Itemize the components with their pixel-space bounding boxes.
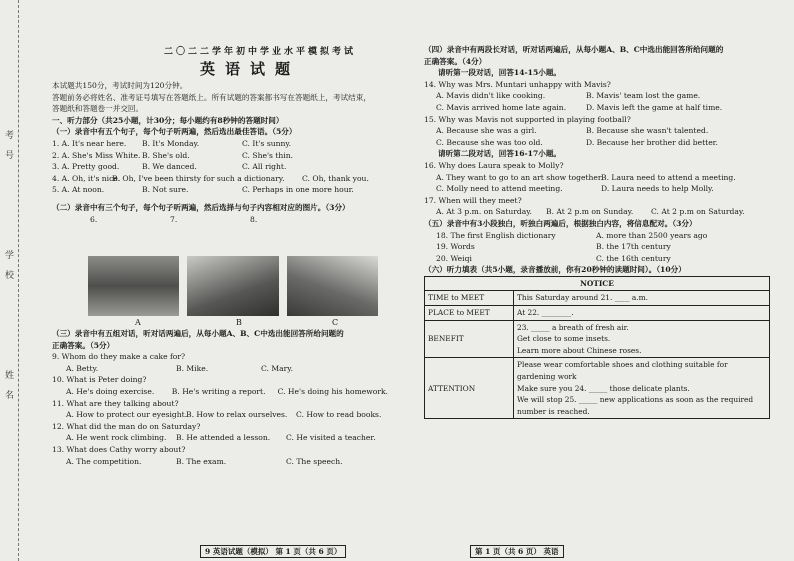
photo-label: B — [236, 318, 242, 327]
option: B. Not sure. — [142, 185, 189, 195]
option-row — [436, 172, 770, 184]
match-option: C. the 16th century — [596, 253, 671, 263]
binding-label: 校 — [3, 270, 13, 279]
option: B. The exam. — [176, 456, 227, 466]
row-content — [514, 306, 770, 321]
section-heading: （六）听力填表（共5小题，录音播放前，你有20秒钟的读题时间）。（10分） — [424, 265, 686, 275]
option-row — [436, 183, 770, 195]
row-text: Get close to some insets. — [517, 334, 611, 344]
question: 15. Why was Mavis not supported in playing football? — [424, 114, 631, 124]
page-footer-left: 9 英语试题（模拟） 第 1 页（共 6 页） — [200, 545, 346, 558]
option: B. Laura need to attend a meeting. — [601, 172, 736, 182]
table-row — [425, 306, 770, 321]
left-column-lower — [52, 328, 388, 467]
option-row — [66, 386, 388, 398]
question-row — [52, 173, 388, 185]
option-row — [436, 125, 770, 137]
question-number: 7. — [170, 214, 178, 224]
listening-hint: 请听第二段对话，回答16-17小题。 — [438, 149, 562, 159]
binding-label: 姓 — [3, 370, 13, 379]
page-footer-right: 第 1 页（共 6 页） 英语 — [470, 545, 564, 558]
match-item: 20. Weiqi — [436, 253, 472, 263]
option: C. Oh, thank you. — [302, 173, 369, 183]
option: C. He visited a teacher. — [286, 433, 376, 443]
option: C. Perhaps in one more hour. — [242, 185, 354, 195]
option: C. Mavis arrived home late again. — [436, 102, 567, 112]
option-row — [436, 137, 770, 149]
option: C. At 2 p.m on Saturday. — [651, 207, 745, 217]
match-item: 18. The first English dictionary — [436, 230, 556, 240]
option: B. He attended a lesson. — [176, 433, 271, 443]
section-heading-tail: 正确答案。（4分） — [424, 56, 487, 66]
option: D. Mavis left the game at half time. — [586, 102, 723, 112]
match-row — [436, 253, 770, 265]
photo-label: A — [135, 318, 141, 327]
option: A. Mavis didn't like cooking. — [436, 91, 546, 101]
option: C. The speech. — [286, 456, 343, 466]
option: B. How to relax ourselves. — [186, 410, 288, 420]
option: A. How to protect our eyesight. — [66, 410, 188, 420]
option: C. Mary. — [261, 363, 293, 373]
option: B. Mike. — [176, 363, 209, 373]
option: C. How to read books. — [296, 410, 382, 420]
row-content — [514, 358, 770, 419]
row-text: Please wear comfortable shoes and clothing suitable for gardening work — [517, 360, 728, 382]
option-row — [66, 432, 388, 444]
table-row — [425, 358, 770, 419]
match-row — [436, 230, 770, 242]
option: A. He went rock climbing. — [66, 433, 167, 443]
photo-a — [88, 256, 179, 316]
notice-table — [424, 276, 770, 420]
option: B. It's Monday. — [142, 138, 200, 148]
option: B. Because she wasn't talented. — [586, 126, 709, 136]
notice-title: NOTICE — [425, 276, 770, 291]
option: A. Because she was a girl. — [436, 126, 537, 136]
option: A. They want to go to an art show together. — [436, 172, 604, 182]
option: 1. A. It's near here. — [52, 138, 127, 148]
option: B. Oh, I've been thirsty for such a dictionary. — [112, 173, 285, 183]
row-content — [514, 320, 770, 358]
section-heading: （二）录音中有三个句子，每个句子听两遍，然后选择与句子内容相对应的图片。（3分） — [52, 202, 350, 212]
listening-hint: 请听第一段对话，回答14-15小题。 — [438, 68, 562, 78]
option-row — [436, 102, 770, 114]
question-row — [52, 184, 388, 196]
right-column — [424, 44, 770, 419]
question: 10. What is Peter doing? — [52, 375, 147, 385]
option: A. He's doing exercise. — [66, 386, 155, 396]
option-row — [66, 363, 388, 375]
binding-label: 考 — [3, 130, 13, 139]
option: C. All right. — [242, 162, 287, 172]
option-row — [436, 206, 770, 218]
match-row — [436, 241, 770, 253]
row-text: 23. — [517, 322, 529, 332]
row-label: ATTENTION — [425, 358, 514, 419]
option: B. Mavis' team lost the game. — [586, 91, 701, 101]
binding-label: 号 — [3, 150, 13, 159]
answer-blank[interactable]: _____ new applications as soon as the required — [578, 395, 754, 405]
exam-title: 二〇二二学年初中学业水平模拟考试 — [163, 47, 356, 57]
row-label: TIME to MEET — [425, 291, 514, 306]
option-row — [66, 456, 388, 468]
binding-label: 名 — [3, 390, 13, 399]
answer-blank[interactable]: _____ those delicate plants. — [588, 383, 690, 393]
option: D. Because her brother did better. — [586, 137, 718, 147]
table-row — [425, 291, 770, 306]
section-heading: （五）录音中有3小段独白，听独白两遍后，根据独白内容，将信息配对。（3分） — [424, 218, 697, 228]
binding-label: 学 — [3, 250, 13, 259]
question: 11. What are they talking about? — [52, 398, 179, 408]
photo-c — [287, 256, 378, 316]
option: 5. A. At noon. — [52, 185, 105, 195]
row-content — [514, 291, 770, 306]
question-row — [52, 161, 388, 173]
question: 14. Why was Mrs. Muntari unhappy with Mavis? — [424, 79, 611, 89]
instruction-line: 本试题共150分，考试时间为120分钟。 — [52, 81, 188, 90]
row-text: Make sure you 24. — [517, 383, 587, 393]
option: C. He's doing his homework. — [277, 386, 388, 396]
section-heading: （一）录音中有五个句子，每个句子听两遍，然后选出最佳答语。（5分） — [52, 127, 297, 137]
row-text: Learn more about Chinese roses. — [517, 345, 642, 355]
section-heading: （四）录音中有两段长对话，听对话两遍后，从每小题A、B、C中选出能回答所给问题的 — [424, 45, 724, 54]
row-label: BENEFIT — [425, 320, 514, 358]
option-row — [66, 409, 388, 421]
photo-b — [187, 256, 278, 316]
question-row — [52, 150, 388, 162]
option: B. We danced. — [142, 162, 197, 172]
row-text: number is reached. — [517, 406, 590, 416]
answer-blank[interactable]: ____ a.m. — [614, 293, 648, 303]
subject-title: 英语试题 — [199, 60, 300, 78]
option-row — [436, 90, 770, 102]
question: 16. Why does Laura speak to Molly? — [424, 160, 564, 170]
option: C. It's sunny. — [242, 138, 292, 148]
match-option: A. more than 2500 years ago — [596, 230, 708, 240]
row-label: PLACE to MEET — [425, 306, 514, 321]
answer-blank[interactable]: ________. — [541, 308, 574, 318]
photo-label: C — [332, 318, 339, 327]
option: A. At 3 p.m. on Saturday. — [436, 207, 532, 217]
row-text: At 22. — [517, 308, 540, 318]
option: 3. A. Pretty good. — [52, 162, 120, 172]
question-number: 6. — [90, 214, 98, 224]
question-numbers — [90, 214, 388, 226]
option: B. At 2 p.m on Sunday. — [546, 207, 634, 217]
instruction-line: 答题前务必将姓名、准考证号填写在答题纸上。所有试题的答案都书写在答题纸上，考试结束， — [52, 92, 371, 102]
question: 12. What did the man do on Saturday? — [52, 421, 201, 431]
match-option: B. the 17th century — [596, 242, 671, 252]
row-text: This Saturday around 21. — [517, 293, 613, 303]
question-row — [52, 138, 388, 150]
row-text: We will stop 25. — [517, 395, 577, 405]
option: 2. A. She's Miss White. — [52, 150, 141, 160]
option: A. Betty. — [66, 363, 99, 373]
option: B. He's writing a report. — [171, 386, 266, 396]
option: 4. A. Oh, it's nice. — [52, 173, 121, 183]
table-row — [425, 320, 770, 358]
option: B. She's old. — [142, 150, 190, 160]
part-heading: 一、听力部分（共25小题，计30分；每小题约有8秒钟的答题时间） — [52, 115, 284, 125]
question: 13. What does Cathy worry about? — [52, 444, 186, 454]
question: 17. When will they meet? — [424, 195, 522, 205]
section-heading: （三）录音中有五组对话，听对话两遍后，从每小题A、B、C中选出能回答所给问题的 — [52, 329, 344, 338]
option: C. She's thin. — [242, 150, 294, 160]
binding-strip — [0, 0, 19, 561]
option: D. Laura needs to help Molly. — [601, 184, 714, 194]
left-column — [52, 80, 388, 225]
question-number: 8. — [250, 214, 258, 224]
instruction-line: 答题纸和答题卷一并交回。 — [52, 104, 144, 114]
option: A. The competition. — [66, 456, 142, 466]
option: C. Because she was too old. — [436, 137, 543, 147]
question: 9. Whom do they make a cake for? — [52, 352, 186, 362]
answer-blank[interactable]: _____ a breath of fresh air. — [531, 322, 629, 332]
section-heading-tail: 正确答案。（5分） — [52, 340, 115, 350]
match-item: 19. Words — [436, 242, 475, 252]
picture-row — [88, 256, 378, 316]
option: C. Molly need to attend meeting. — [436, 184, 563, 194]
